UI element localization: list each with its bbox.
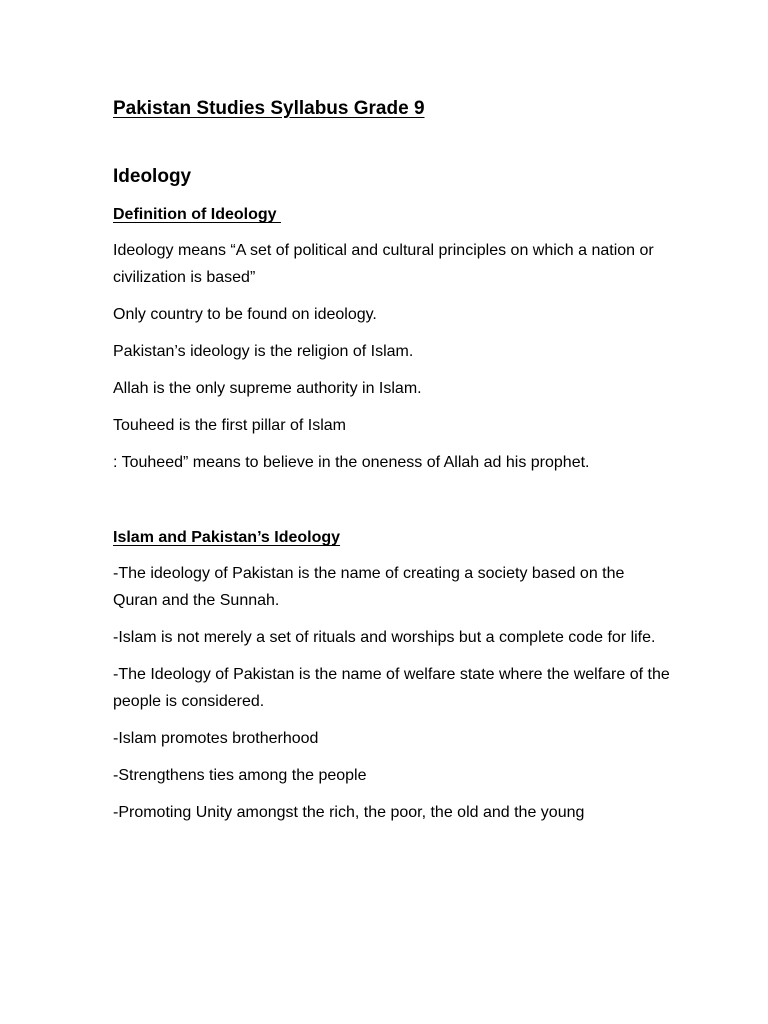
paragraph: -The Ideology of Pakistan is the name of welfare state where the welfare of the people is considered.	[113, 666, 670, 710]
paragraph: Touheed is the first pillar of Islam	[113, 417, 346, 434]
paragraph: -Promoting Unity amongst the rich, the poor, the old and the young	[113, 804, 585, 821]
section-heading-ideology: Ideology	[113, 166, 192, 187]
subheading-islam-and-pakistans-ideology: Islam and Pakistan’s Ideology	[113, 529, 341, 546]
document-title: Pakistan Studies Syllabus Grade 9	[113, 98, 425, 119]
paragraph: -Strengthens ties among the people	[113, 767, 367, 784]
paragraph: Only country to be found on ideology.	[113, 306, 377, 323]
paragraph: -Islam promotes brotherhood	[113, 730, 319, 747]
paragraph: Allah is the only supreme authority in Islam.	[113, 380, 422, 397]
document-page	[113, 96, 673, 826]
subheading-definition-of-ideology: Definition of Ideology	[113, 206, 281, 223]
paragraph: : Touheed” means to believe in the oneness of Allah ad his prophet.	[113, 454, 590, 471]
paragraph: Ideology means “A set of political and cultural principles on which a nation or civilization is based”	[113, 242, 654, 286]
paragraph: Pakistan’s ideology is the religion of Islam.	[113, 343, 414, 360]
paragraph: -The ideology of Pakistan is the name of creating a society based on the Quran and the Sunnah.	[113, 565, 625, 609]
paragraph: -Islam is not merely a set of rituals and worships but a complete code for life.	[113, 629, 656, 646]
